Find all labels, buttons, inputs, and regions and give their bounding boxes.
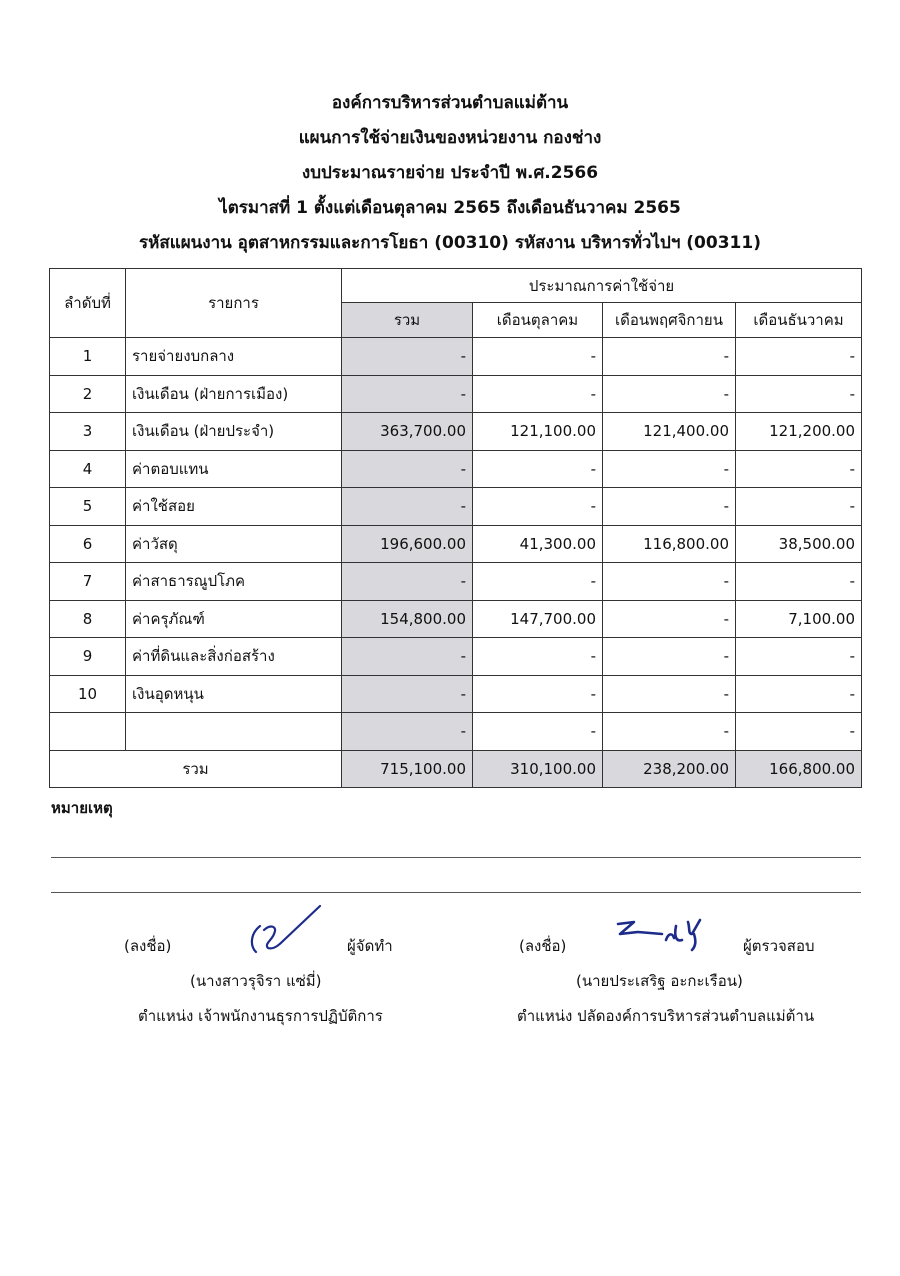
row-index: 5	[50, 488, 126, 526]
table-total-row	[50, 750, 862, 788]
left-sign-role: ผู้จัดทำ	[347, 937, 393, 955]
row-dec: -	[736, 638, 862, 676]
row-oct: 121,100.00	[473, 413, 603, 451]
row-total: -	[342, 488, 473, 526]
row-total: 196,600.00	[342, 525, 473, 563]
right-sign-role: ผู้ตรวจสอบ	[743, 937, 815, 955]
budget-table	[49, 268, 862, 788]
row-oct: 41,300.00	[473, 525, 603, 563]
remark-line	[51, 857, 861, 858]
row-total: 154,800.00	[342, 600, 473, 638]
row-oct: -	[473, 338, 603, 376]
right-signature-image	[610, 912, 710, 956]
row-dec: 7,100.00	[736, 600, 862, 638]
col-total-header: รวม	[342, 303, 473, 338]
table-row	[50, 338, 862, 376]
row-oct: -	[473, 488, 603, 526]
row-item: รายจ่ายงบกลาง	[126, 338, 342, 376]
total-dec: 166,800.00	[736, 750, 862, 788]
row-index: 6	[50, 525, 126, 563]
left-sign-position: ตำแหน่ง เจ้าพนักงานธุรการปฏิบัติการ	[138, 1007, 383, 1025]
row-nov: -	[603, 450, 736, 488]
table-header-row	[50, 269, 862, 303]
row-index: 2	[50, 375, 126, 413]
row-item: ค่าสาธารณูปโภค	[126, 563, 342, 601]
row-item: เงินอุดหนุน	[126, 675, 342, 713]
col-group-header: ประมาณการค่าใช้จ่าย	[342, 269, 862, 303]
row-item: ค่าใช้สอย	[126, 488, 342, 526]
document-header	[0, 86, 900, 261]
table-row	[50, 375, 862, 413]
row-oct: -	[473, 563, 603, 601]
right-sign-prefix: (ลงชื่อ)	[519, 937, 567, 955]
row-nov: -	[603, 638, 736, 676]
table-row	[50, 638, 862, 676]
total-nov: 238,200.00	[603, 750, 736, 788]
col-index-header: ลำดับที่	[50, 269, 126, 338]
table-row	[50, 413, 862, 451]
left-signature-image	[238, 904, 328, 964]
row-item: ค่าที่ดินและสิ่งก่อสร้าง	[126, 638, 342, 676]
row-nov: -	[603, 563, 736, 601]
row-nov: -	[603, 488, 736, 526]
row-index: 9	[50, 638, 126, 676]
col-item-header: รายการ	[126, 269, 342, 338]
row-nov: -	[603, 675, 736, 713]
row-total: -	[342, 638, 473, 676]
right-sign-position: ตำแหน่ง ปลัดองค์การบริหารส่วนตำบลแม่ต้าน	[517, 1007, 815, 1025]
row-total: -	[342, 375, 473, 413]
row-index: 10	[50, 675, 126, 713]
row-nov: -	[603, 600, 736, 638]
row-total: -	[342, 713, 473, 751]
row-index: 1	[50, 338, 126, 376]
row-oct: 147,700.00	[473, 600, 603, 638]
right-sign-name: (นายประเสริฐ อะกะเรือน)	[576, 972, 743, 990]
remarks-label: หมายเหตุ	[51, 799, 113, 817]
quarter-range: ไตรมาสที่ 1 ตั้งแต่เดือนตุลาคม 2565 ถึงเดือนธันวาคม 2565	[219, 198, 681, 218]
row-dec: -	[736, 375, 862, 413]
table-row	[50, 525, 862, 563]
row-dec: 38,500.00	[736, 525, 862, 563]
budget-year: งบประมาณรายจ่าย ประจำปี พ.ศ.2566	[301, 163, 599, 183]
row-total: -	[342, 450, 473, 488]
table-row	[50, 600, 862, 638]
row-index: 3	[50, 413, 126, 451]
row-oct: -	[473, 675, 603, 713]
row-index: 8	[50, 600, 126, 638]
row-item: ค่าวัสดุ	[126, 525, 342, 563]
row-total: -	[342, 338, 473, 376]
row-index	[50, 713, 126, 751]
org-name: องค์การบริหารส่วนตำบลแม่ต้าน	[331, 93, 569, 113]
row-total: 363,700.00	[342, 413, 473, 451]
table-row	[50, 488, 862, 526]
row-dec: -	[736, 713, 862, 751]
row-index: 4	[50, 450, 126, 488]
row-nov: -	[603, 338, 736, 376]
row-oct: -	[473, 638, 603, 676]
grand-total: 715,100.00	[342, 750, 473, 788]
left-sign-prefix: (ลงชื่อ)	[124, 937, 172, 955]
row-nov: -	[603, 375, 736, 413]
row-dec: 121,200.00	[736, 413, 862, 451]
row-dec: -	[736, 675, 862, 713]
row-total: -	[342, 675, 473, 713]
row-dec: -	[736, 563, 862, 601]
row-dec: -	[736, 450, 862, 488]
left-sign-name: (นางสาวรุจิรา แซ่มี่)	[190, 972, 322, 990]
col-oct-header: เดือนตุลาคม	[473, 303, 603, 338]
plan-code: รหัสแผนงาน อุตสาหกรรมและการโยธา (00310) รหัสงาน บริหารทั่วไปฯ (00311)	[139, 233, 761, 253]
row-nov: 121,400.00	[603, 413, 736, 451]
row-oct: -	[473, 450, 603, 488]
row-oct: -	[473, 375, 603, 413]
row-item: เงินเดือน (ฝ่ายการเมือง)	[126, 375, 342, 413]
total-label: รวม	[50, 750, 342, 788]
col-dec-header: เดือนธันวาคม	[736, 303, 862, 338]
row-item: ค่าครุภัณฑ์	[126, 600, 342, 638]
row-nov: -	[603, 713, 736, 751]
row-dec: -	[736, 488, 862, 526]
table-row	[50, 450, 862, 488]
row-item: ค่าตอบแทน	[126, 450, 342, 488]
table-row	[50, 563, 862, 601]
row-dec: -	[736, 338, 862, 376]
table-row	[50, 713, 862, 751]
row-oct: -	[473, 713, 603, 751]
col-nov-header: เดือนพฤศจิกายน	[603, 303, 736, 338]
row-item: เงินเดือน (ฝ่ายประจำ)	[126, 413, 342, 451]
plan-title: แผนการใช้จ่ายเงินของหน่วยงาน กองช่าง	[298, 128, 602, 148]
row-total: -	[342, 563, 473, 601]
table-row	[50, 675, 862, 713]
total-oct: 310,100.00	[473, 750, 603, 788]
row-nov: 116,800.00	[603, 525, 736, 563]
remark-line	[51, 892, 861, 893]
row-index: 7	[50, 563, 126, 601]
row-item	[126, 713, 342, 751]
